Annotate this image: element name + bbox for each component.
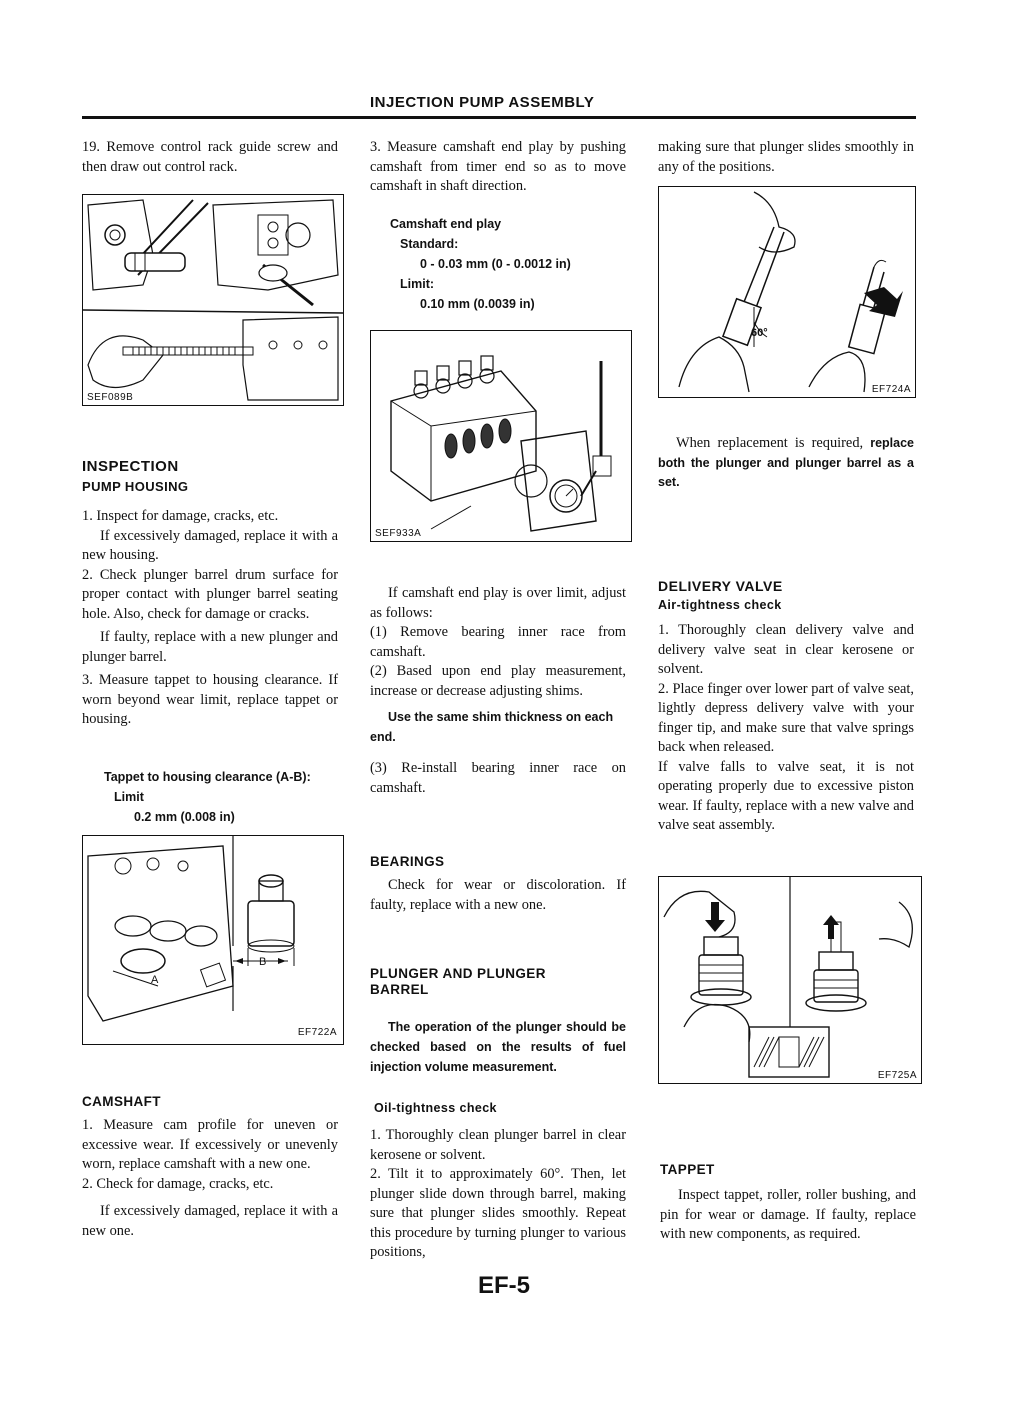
figure-label: EF722A (297, 1027, 337, 1038)
bearings-title: BEARINGS (370, 854, 445, 869)
figure-sef933a (370, 330, 632, 542)
delivery-valve-title: DELIVERY VALVE (658, 578, 783, 594)
spec-title: Camshaft end play (390, 217, 502, 231)
dimension-a-label: A (151, 974, 159, 986)
housing-step-1-note: If excessively damaged, replace it with a new housing. (82, 527, 338, 563)
camshaft-title: CAMSHAFT (82, 1094, 161, 1109)
spec-limit-value: 0.10 mm (0.0039 in) (420, 297, 535, 311)
adjust-step-3: (3) Re-install bearing inner race on camshaft. (370, 760, 626, 796)
figure-label: SEF933A (375, 528, 422, 539)
figure-ef725a (658, 876, 922, 1084)
replacement-note (658, 434, 914, 493)
dimension-b-label: B (259, 956, 267, 968)
delivery-step-1: 1. Thoroughly clean delivery valve and delivery valve seat in clear kerosene or solvent. (658, 622, 914, 677)
tappet-text: Inspect tappet, roller, roller bushing, and pin for wear or damage. If faulty, replace with new components, as required. (660, 1187, 916, 1242)
housing-step-2-note: If faulty, replace with a new plunger and plunger barrel. (82, 629, 338, 665)
spec-limit-label: Limit: (400, 277, 435, 291)
step-19: 19. Remove control rack guide screw and then draw out control rack. (82, 139, 338, 175)
spec-title: Tappet to housing clearance (A-B): (104, 770, 311, 784)
replacement-note-prefix: When replacement is required, (676, 435, 871, 451)
tappet-title: TAPPET (660, 1162, 715, 1177)
oil-step-2-continued: making sure that plunger slides smoothly in any of the positions. (658, 139, 914, 175)
step-3: 3. Measure camshaft end play by pushing camshaft from timer end so as to move camshaft in shaft direction. (370, 139, 626, 194)
figure-ef722a (82, 835, 344, 1045)
inspection-title: INSPECTION (82, 458, 179, 475)
delivery-step-2: 2. Place finger over lower part of valve seat, lightly depress delivery valve with your finger tip, and make sure that valve springs back when released. (658, 680, 914, 755)
header-rule (82, 116, 916, 119)
replacement-note-bold: replace both the plunger and plunger barrel as a set. (658, 436, 914, 489)
page-header: INJECTION PUMP ASSEMBLY (370, 94, 595, 111)
housing-step-2: 2. Check plunger barrel drum surface for proper contact with plunger barrel seating hole. Also, check for damage or cracks. (82, 566, 338, 622)
delivery-valve-illustration (659, 877, 921, 1083)
page-number: EF-5 (478, 1272, 531, 1299)
oil-step-2: 2. Tilt it to approximately 60°. Then, let plunger slide down through barrel, making sure that plunger slides smoothly. Repeat this procedure by turning plunger to various positions, (370, 1166, 626, 1260)
figure-sef089b (82, 194, 344, 406)
angle-label: 60° (751, 327, 768, 339)
adjust-step-1: (1) Remove bearing inner race from camshaft. (370, 624, 626, 660)
plunger-title: PLUNGER AND PLUNGER BARREL (370, 966, 546, 997)
spec-limit-label: Limit (114, 790, 144, 804)
housing-step-3: 3. Measure tappet to housing clearance. If worn beyond wear limit, replace tappet or housing. (82, 672, 338, 727)
pump-housing-title: PUMP HOUSING (82, 479, 189, 494)
spec-standard-label: Standard: (400, 237, 459, 251)
figure-label: EF724A (871, 384, 911, 395)
camshaft-end-play-spec (390, 214, 630, 314)
tappet-clearance-spec (104, 767, 344, 827)
spec-limit-value: 0.2 mm (0.008 in) (134, 810, 235, 824)
housing-step-1: 1. Inspect for damage, cracks, etc. (82, 508, 279, 524)
camshaft-step-1: 1. Measure cam profile for uneven or excessive wear. If excessively or unevenly worn, replace camshaft with a new one. (82, 1117, 338, 1172)
figure-label: SEF089B (87, 392, 134, 403)
figure-ef724a (658, 186, 916, 398)
plunger-tilt-illustration (659, 187, 915, 397)
plunger-note: The operation of the plunger should be checked based on the results of fuel injection volume measurement. (370, 1019, 626, 1074)
oil-step-1: 1. Thoroughly clean plunger barrel in clear kerosene or solvent. (370, 1127, 626, 1163)
delivery-step-3: If valve falls to valve seat, it is not operating properly due to excessive piston wear. If faulty, replace with a new valve and valve seat assembly. (658, 758, 914, 833)
control-rack-illustration (83, 195, 343, 405)
air-tightness-title: Air-tightness check (658, 598, 782, 612)
oil-tightness-title: Oil-tightness check (374, 1101, 497, 1115)
shim-note: Use the same shim thickness on each end. (370, 710, 614, 744)
camshaft-step-2-note: If excessively damaged, replace it with a new one. (82, 1203, 338, 1239)
adjust-intro: If camshaft end play is over limit, adjust as follows: (370, 585, 626, 621)
figure-label: EF725A (877, 1070, 917, 1081)
spec-standard-value: 0 - 0.03 mm (0 - 0.0012 in) (420, 257, 571, 271)
end-play-measurement-illustration (371, 331, 631, 541)
camshaft-step-2: 2. Check for damage, cracks, etc. (82, 1175, 274, 1192)
tappet-housing-illustration (83, 836, 343, 1044)
bearings-text: Check for wear or discoloration. If faulty, replace with a new one. (370, 877, 626, 913)
adjust-step-2: (2) Based upon end play measurement, increase or decrease adjusting shims. (370, 663, 626, 699)
